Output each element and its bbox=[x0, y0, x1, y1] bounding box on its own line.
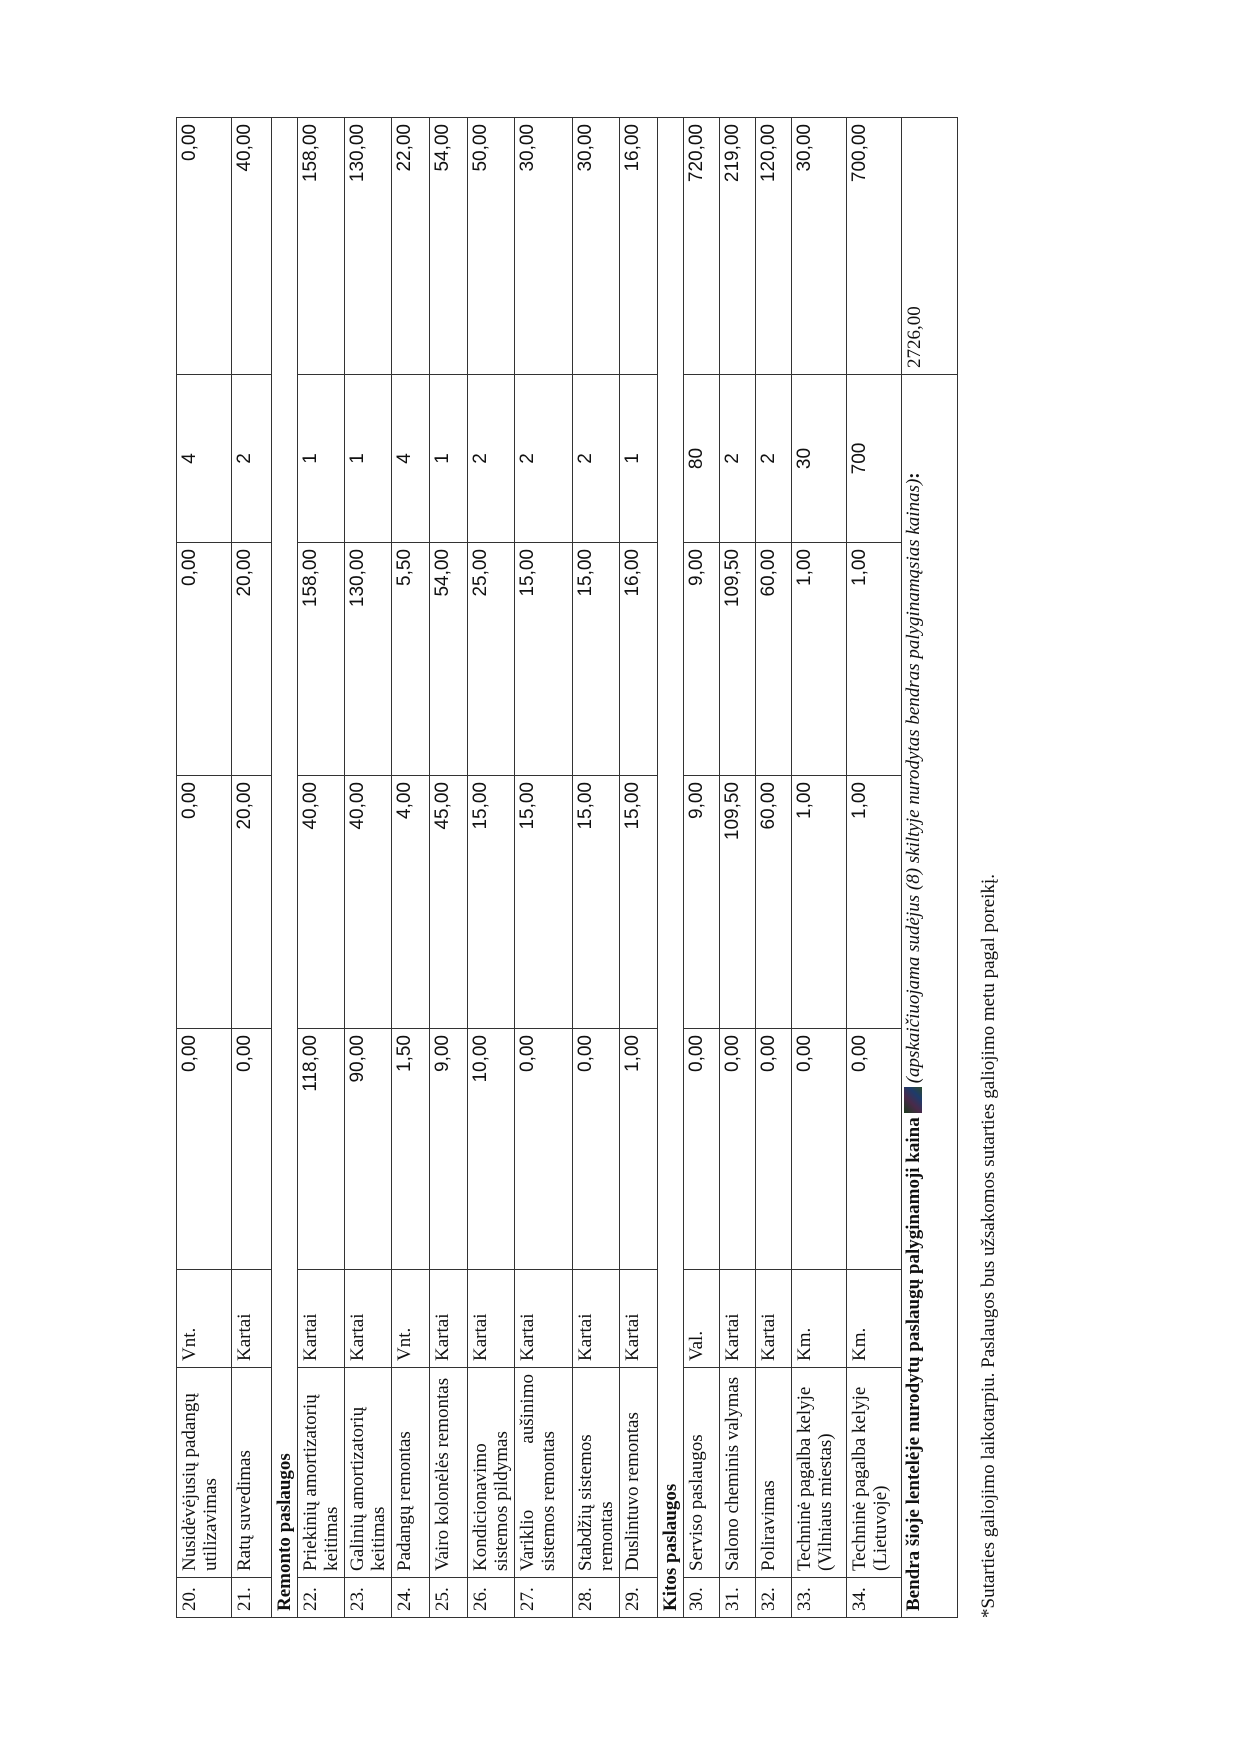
col-5-value: 4,00 bbox=[392, 776, 430, 1029]
col-6-value: 158,00 bbox=[298, 543, 345, 776]
col-4-value: 0,00 bbox=[177, 1029, 232, 1270]
service-name: Ratų suvedimas bbox=[232, 1368, 272, 1578]
quantity: 2 bbox=[468, 375, 515, 543]
table-row bbox=[468, 118, 515, 1618]
inline-image-icon bbox=[904, 1087, 922, 1113]
row-number: 33. bbox=[792, 1578, 847, 1618]
unit: Kartai bbox=[345, 1270, 392, 1368]
total-value: 120,00 bbox=[756, 118, 792, 375]
table-row bbox=[392, 118, 430, 1618]
total-value: 40,00 bbox=[232, 118, 272, 375]
quantity: 2 bbox=[515, 375, 573, 543]
section-row-kitos bbox=[658, 118, 684, 1618]
total-value: 130,00 bbox=[345, 118, 392, 375]
footnote: *Sutarties galiojimo laikotarpiu. Paslaugos bus užsakomos sutarties galiojimo metu pagal poreikį. bbox=[978, 873, 999, 1618]
row-number: 31. bbox=[720, 1578, 756, 1618]
service-name: Kondicionavimo sistemos pildymas bbox=[468, 1368, 515, 1578]
service-name: Vairo kolonėlės remontas bbox=[430, 1368, 468, 1578]
table-row bbox=[684, 118, 720, 1618]
total-value: 22,00 bbox=[392, 118, 430, 375]
unit: Kartai bbox=[620, 1270, 658, 1368]
col-5-value: 15,00 bbox=[573, 776, 620, 1029]
col-4-value: 10,00 bbox=[468, 1029, 515, 1270]
col-6-value: 15,00 bbox=[573, 543, 620, 776]
table-row bbox=[847, 118, 902, 1618]
service-name: Serviso paslaugos bbox=[684, 1368, 720, 1578]
unit: Vnt. bbox=[177, 1270, 232, 1368]
row-number: 30. bbox=[684, 1578, 720, 1618]
col-4-value: 0,00 bbox=[232, 1029, 272, 1270]
col-6-value: 25,00 bbox=[468, 543, 515, 776]
quantity: 80 bbox=[684, 375, 720, 543]
col-4-value: 9,00 bbox=[430, 1029, 468, 1270]
unit: Kartai bbox=[430, 1270, 468, 1368]
col-6-value: 1,00 bbox=[792, 543, 847, 776]
col-4-value: 0,00 bbox=[684, 1029, 720, 1270]
unit: Vnt. bbox=[392, 1270, 430, 1368]
col-5-value: 1,00 bbox=[792, 776, 847, 1029]
table-row bbox=[620, 118, 658, 1618]
col-5-value: 40,00 bbox=[298, 776, 345, 1029]
total-value: 2726,00 bbox=[902, 118, 958, 375]
total-value: 720,00 bbox=[684, 118, 720, 375]
col-4-value: 0,00 bbox=[756, 1029, 792, 1270]
col-4-value: 1,00 bbox=[620, 1029, 658, 1270]
col-6-value: 16,00 bbox=[620, 543, 658, 776]
row-number: 24. bbox=[392, 1578, 430, 1618]
row-number: 28. bbox=[573, 1578, 620, 1618]
unit: Kartai bbox=[232, 1270, 272, 1368]
col-5-value: 45,00 bbox=[430, 776, 468, 1029]
total-label-note: (apskaičiuojama sudėjus (8) skiltyje nurodytas bendras palyginamąsias kainas) bbox=[903, 478, 924, 1084]
quantity: 2 bbox=[232, 375, 272, 543]
unit: Kartai bbox=[756, 1270, 792, 1368]
table-row bbox=[720, 118, 756, 1618]
quantity: 2 bbox=[720, 375, 756, 543]
col-6-value: 15,00 bbox=[515, 543, 573, 776]
total-value: 50,00 bbox=[468, 118, 515, 375]
col-4-value: 0,00 bbox=[573, 1029, 620, 1270]
unit: Km. bbox=[847, 1270, 902, 1368]
table-row bbox=[232, 118, 272, 1618]
col-5-value: 9,00 bbox=[684, 776, 720, 1029]
col-5-value: 1,00 bbox=[847, 776, 902, 1029]
row-number: 21. bbox=[232, 1578, 272, 1618]
table-row bbox=[515, 118, 573, 1618]
col-6-value: 54,00 bbox=[430, 543, 468, 776]
row-number: 26. bbox=[468, 1578, 515, 1618]
service-name: Techninė pagalba kelyje (Lietuvoje) bbox=[847, 1368, 902, 1578]
col-4-value: 90,00 bbox=[345, 1029, 392, 1270]
quantity: 1 bbox=[620, 375, 658, 543]
col-6-value: 5,50 bbox=[392, 543, 430, 776]
col-5-value: 0,00 bbox=[177, 776, 232, 1029]
col-5-value: 60,00 bbox=[756, 776, 792, 1029]
table-row bbox=[298, 118, 345, 1618]
unit: Kartai bbox=[573, 1270, 620, 1368]
quantity: 2 bbox=[756, 375, 792, 543]
col-4-value: 1,50 bbox=[392, 1029, 430, 1270]
total-value: 30,00 bbox=[515, 118, 573, 375]
col-6-value: 9,00 bbox=[684, 543, 720, 776]
col-4-value: 0,00 bbox=[792, 1029, 847, 1270]
service-name: Stabdžių sistemos remontas bbox=[573, 1368, 620, 1578]
quantity: 1 bbox=[430, 375, 468, 543]
table-row bbox=[345, 118, 392, 1618]
quantity: 1 bbox=[298, 375, 345, 543]
quantity: 1 bbox=[345, 375, 392, 543]
col-6-value: 20,00 bbox=[232, 543, 272, 776]
col-4-value: 118,00 bbox=[298, 1029, 345, 1270]
service-name: Poliravimas bbox=[756, 1368, 792, 1578]
total-row bbox=[902, 118, 958, 1618]
col-4-value: 0,00 bbox=[847, 1029, 902, 1270]
services-price-table bbox=[176, 117, 958, 1618]
total-label bbox=[902, 375, 958, 1618]
col-6-value: 0,00 bbox=[177, 543, 232, 776]
col-5-value: 109,50 bbox=[720, 776, 756, 1029]
unit: Val. bbox=[684, 1270, 720, 1368]
row-number: 27. bbox=[515, 1578, 573, 1618]
total-value: 219,00 bbox=[720, 118, 756, 375]
section-row-remontas bbox=[272, 118, 298, 1618]
row-number: 22. bbox=[298, 1578, 345, 1618]
total-value: 30,00 bbox=[792, 118, 847, 375]
unit: Kartai bbox=[515, 1270, 573, 1368]
total-value: 16,00 bbox=[620, 118, 658, 375]
table-row bbox=[756, 118, 792, 1618]
col-5-value: 40,00 bbox=[345, 776, 392, 1029]
quantity: 2 bbox=[573, 375, 620, 543]
service-name: Padangų remontas bbox=[392, 1368, 430, 1578]
table-body bbox=[177, 118, 958, 1618]
quantity: 700 bbox=[847, 375, 902, 543]
unit: Kartai bbox=[298, 1270, 345, 1368]
service-name: Variklio aušinimo sistemos remontas bbox=[515, 1368, 573, 1578]
total-value: 700,00 bbox=[847, 118, 902, 375]
table-row bbox=[177, 118, 232, 1618]
total-label-bold: Bendra šioje lentelėje nurodytų paslaugų palyginamoji kaina bbox=[903, 1117, 924, 1611]
total-label-colon: : bbox=[903, 472, 924, 479]
unit: Kartai bbox=[468, 1270, 515, 1368]
quantity: 4 bbox=[177, 375, 232, 543]
col-4-value: 0,00 bbox=[515, 1029, 573, 1270]
service-name: Salono cheminis valymas bbox=[720, 1368, 756, 1578]
col-5-value: 15,00 bbox=[515, 776, 573, 1029]
section-title: Kitos paslaugos bbox=[658, 118, 684, 1618]
total-value: 0,00 bbox=[177, 118, 232, 375]
service-name: Galinių amortizatorių keitimas bbox=[345, 1368, 392, 1578]
col-6-value: 109,50 bbox=[720, 543, 756, 776]
col-5-value: 20,00 bbox=[232, 776, 272, 1029]
row-number: 34. bbox=[847, 1578, 902, 1618]
table-row bbox=[430, 118, 468, 1618]
col-6-value: 130,00 bbox=[345, 543, 392, 776]
total-value: 54,00 bbox=[430, 118, 468, 375]
rotated-page bbox=[176, 118, 1000, 1618]
quantity: 30 bbox=[792, 375, 847, 543]
total-value: 30,00 bbox=[573, 118, 620, 375]
section-title: Remonto paslaugos bbox=[272, 118, 298, 1618]
service-name: Nusidėvėjusių padangų utilizavimas bbox=[177, 1368, 232, 1578]
table-row bbox=[792, 118, 847, 1618]
col-5-value: 15,00 bbox=[468, 776, 515, 1029]
col-4-value: 0,00 bbox=[720, 1029, 756, 1270]
table-row bbox=[573, 118, 620, 1618]
col-6-value: 60,00 bbox=[756, 543, 792, 776]
quantity: 4 bbox=[392, 375, 430, 543]
row-number: 20. bbox=[177, 1578, 232, 1618]
col-6-value: 1,00 bbox=[847, 543, 902, 776]
service-name: Priekinių amortizatorių keitimas bbox=[298, 1368, 345, 1578]
unit: Km. bbox=[792, 1270, 847, 1368]
unit: Kartai bbox=[720, 1270, 756, 1368]
row-number: 32. bbox=[756, 1578, 792, 1618]
row-number: 29. bbox=[620, 1578, 658, 1618]
service-name: Techninė pagalba kelyje (Vilniaus miestas) bbox=[792, 1368, 847, 1578]
total-value: 158,00 bbox=[298, 118, 345, 375]
service-name: Duslintuvo remontas bbox=[620, 1368, 658, 1578]
col-5-value: 15,00 bbox=[620, 776, 658, 1029]
row-number: 25. bbox=[430, 1578, 468, 1618]
row-number: 23. bbox=[345, 1578, 392, 1618]
